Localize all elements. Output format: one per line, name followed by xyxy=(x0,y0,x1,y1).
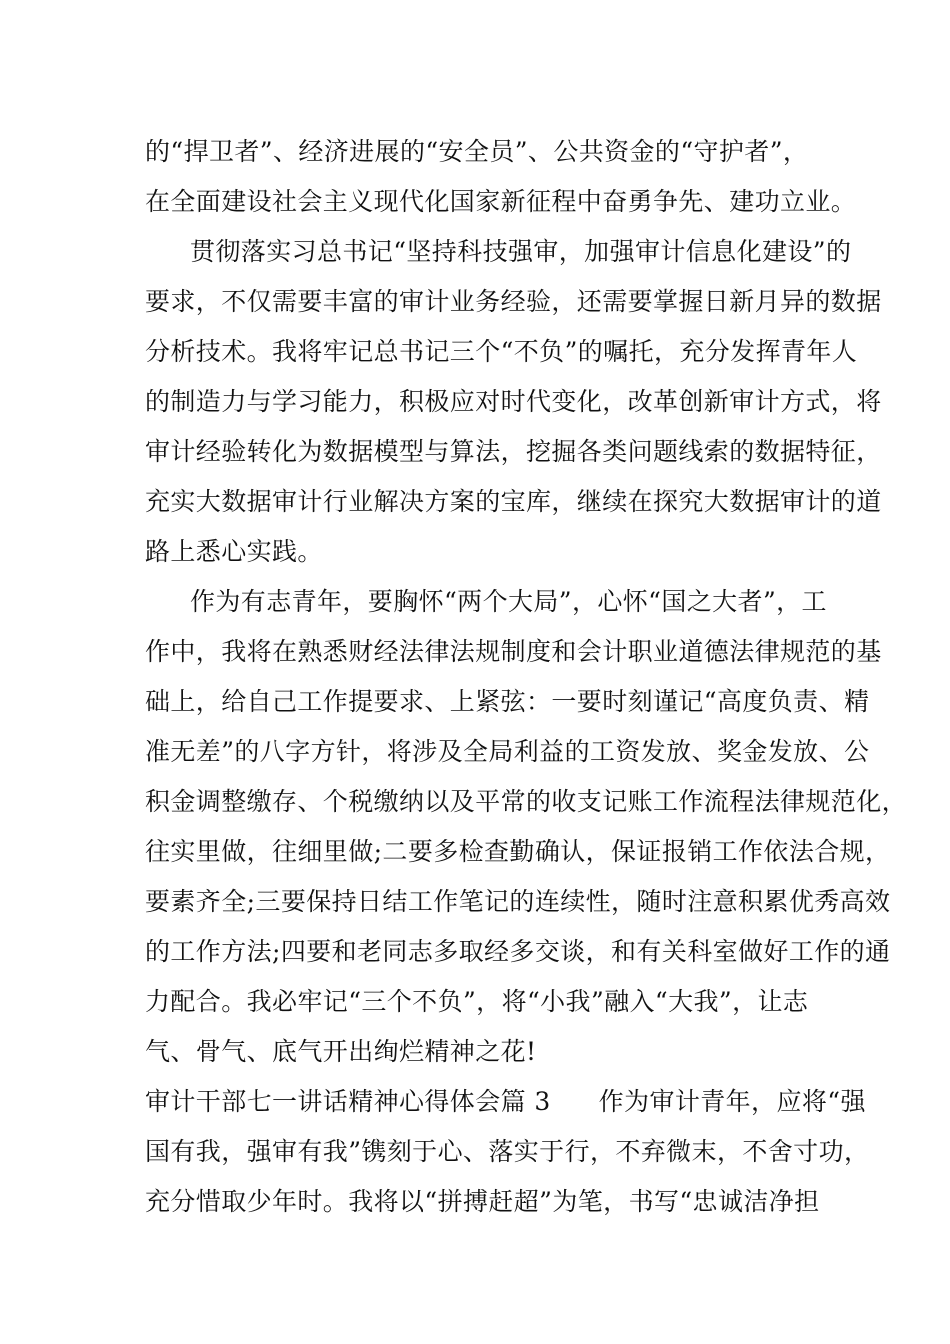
text-line: 贯彻落实习总书记“坚持科技强审，加强审计信息化建设”的 xyxy=(190,237,852,266)
text-line: 力配合。我必牢记“三个不负”，将“小我”融入“大我”，让志 xyxy=(145,987,809,1016)
text-line: 充分惜取少年时。我将以“拼搏赶超”为笔，书写“忠诚洁净担 xyxy=(145,1187,820,1216)
text-line: 要素齐全;三要保持日结工作笔记的连续性，随时注意积累优秀高效 xyxy=(145,887,891,916)
text-line: 气、骨气、底气开出绚烂精神之花! xyxy=(145,1037,537,1066)
text-line: 准无差”的八字方针，将涉及全局利益的工资发放、奖金发放、公 xyxy=(145,737,870,766)
text-line: 路上悉心实践。 xyxy=(145,537,323,566)
text-line: 审计经验转化为数据模型与算法，挖掘各类问题线索的数据特征， xyxy=(145,437,882,466)
text-line: 积金调整缴存、个税缴纳以及平常的收支记账工作流程法律规范化， xyxy=(145,787,908,816)
text-line: 作中，我将在熟悉财经法律法规制度和会计职业道德法律规范的基 xyxy=(145,637,882,666)
text-line: 础上，给自己工作提要求、上紧弦：一要时刻谨记“高度负责、精 xyxy=(145,687,870,716)
text-line: 充实大数据审计行业解决方案的宝库，继续在探究大数据审计的道 xyxy=(145,487,882,516)
text-line: 要求，不仅需要丰富的审计业务经验，还需要掌握日新月异的数据 xyxy=(145,287,882,316)
text-line: 的制造力与学习能力，积极应对时代变化，改革创新审计方式，将 xyxy=(145,387,882,416)
text-line: 往实里做，往细里做;二要多检查勤确认，保证报销工作依法合规， xyxy=(145,837,891,866)
text-line: 的工作方法;四要和老同志多取经多交谈，和有关科室做好工作的通 xyxy=(145,937,891,966)
section-heading: 审计干部七一讲话精神心得体会篇 3 xyxy=(145,1087,551,1116)
text-line: 分析技术。我将牢记总书记三个“不负”的嘱托，充分发挥青年人 xyxy=(145,337,858,366)
text-line: 的“捍卫者”、经济进展的“安全员”、公共资金的“守护者”， xyxy=(145,137,809,166)
text-line: 国有我，强审有我”镌刻于心、落实于行，不弃微末，不舍寸功， xyxy=(145,1137,870,1166)
text-line: 在全面建设社会主义现代化国家新征程中奋勇争先、建功立业。 xyxy=(145,187,857,216)
section-heading-continuation: 作为审计青年，应将“强 xyxy=(598,1087,866,1116)
text-line: 作为有志青年，要胸怀“两个大局”，心怀“国之大者”，工 xyxy=(190,587,827,616)
section-heading-line xyxy=(145,1087,866,1117)
